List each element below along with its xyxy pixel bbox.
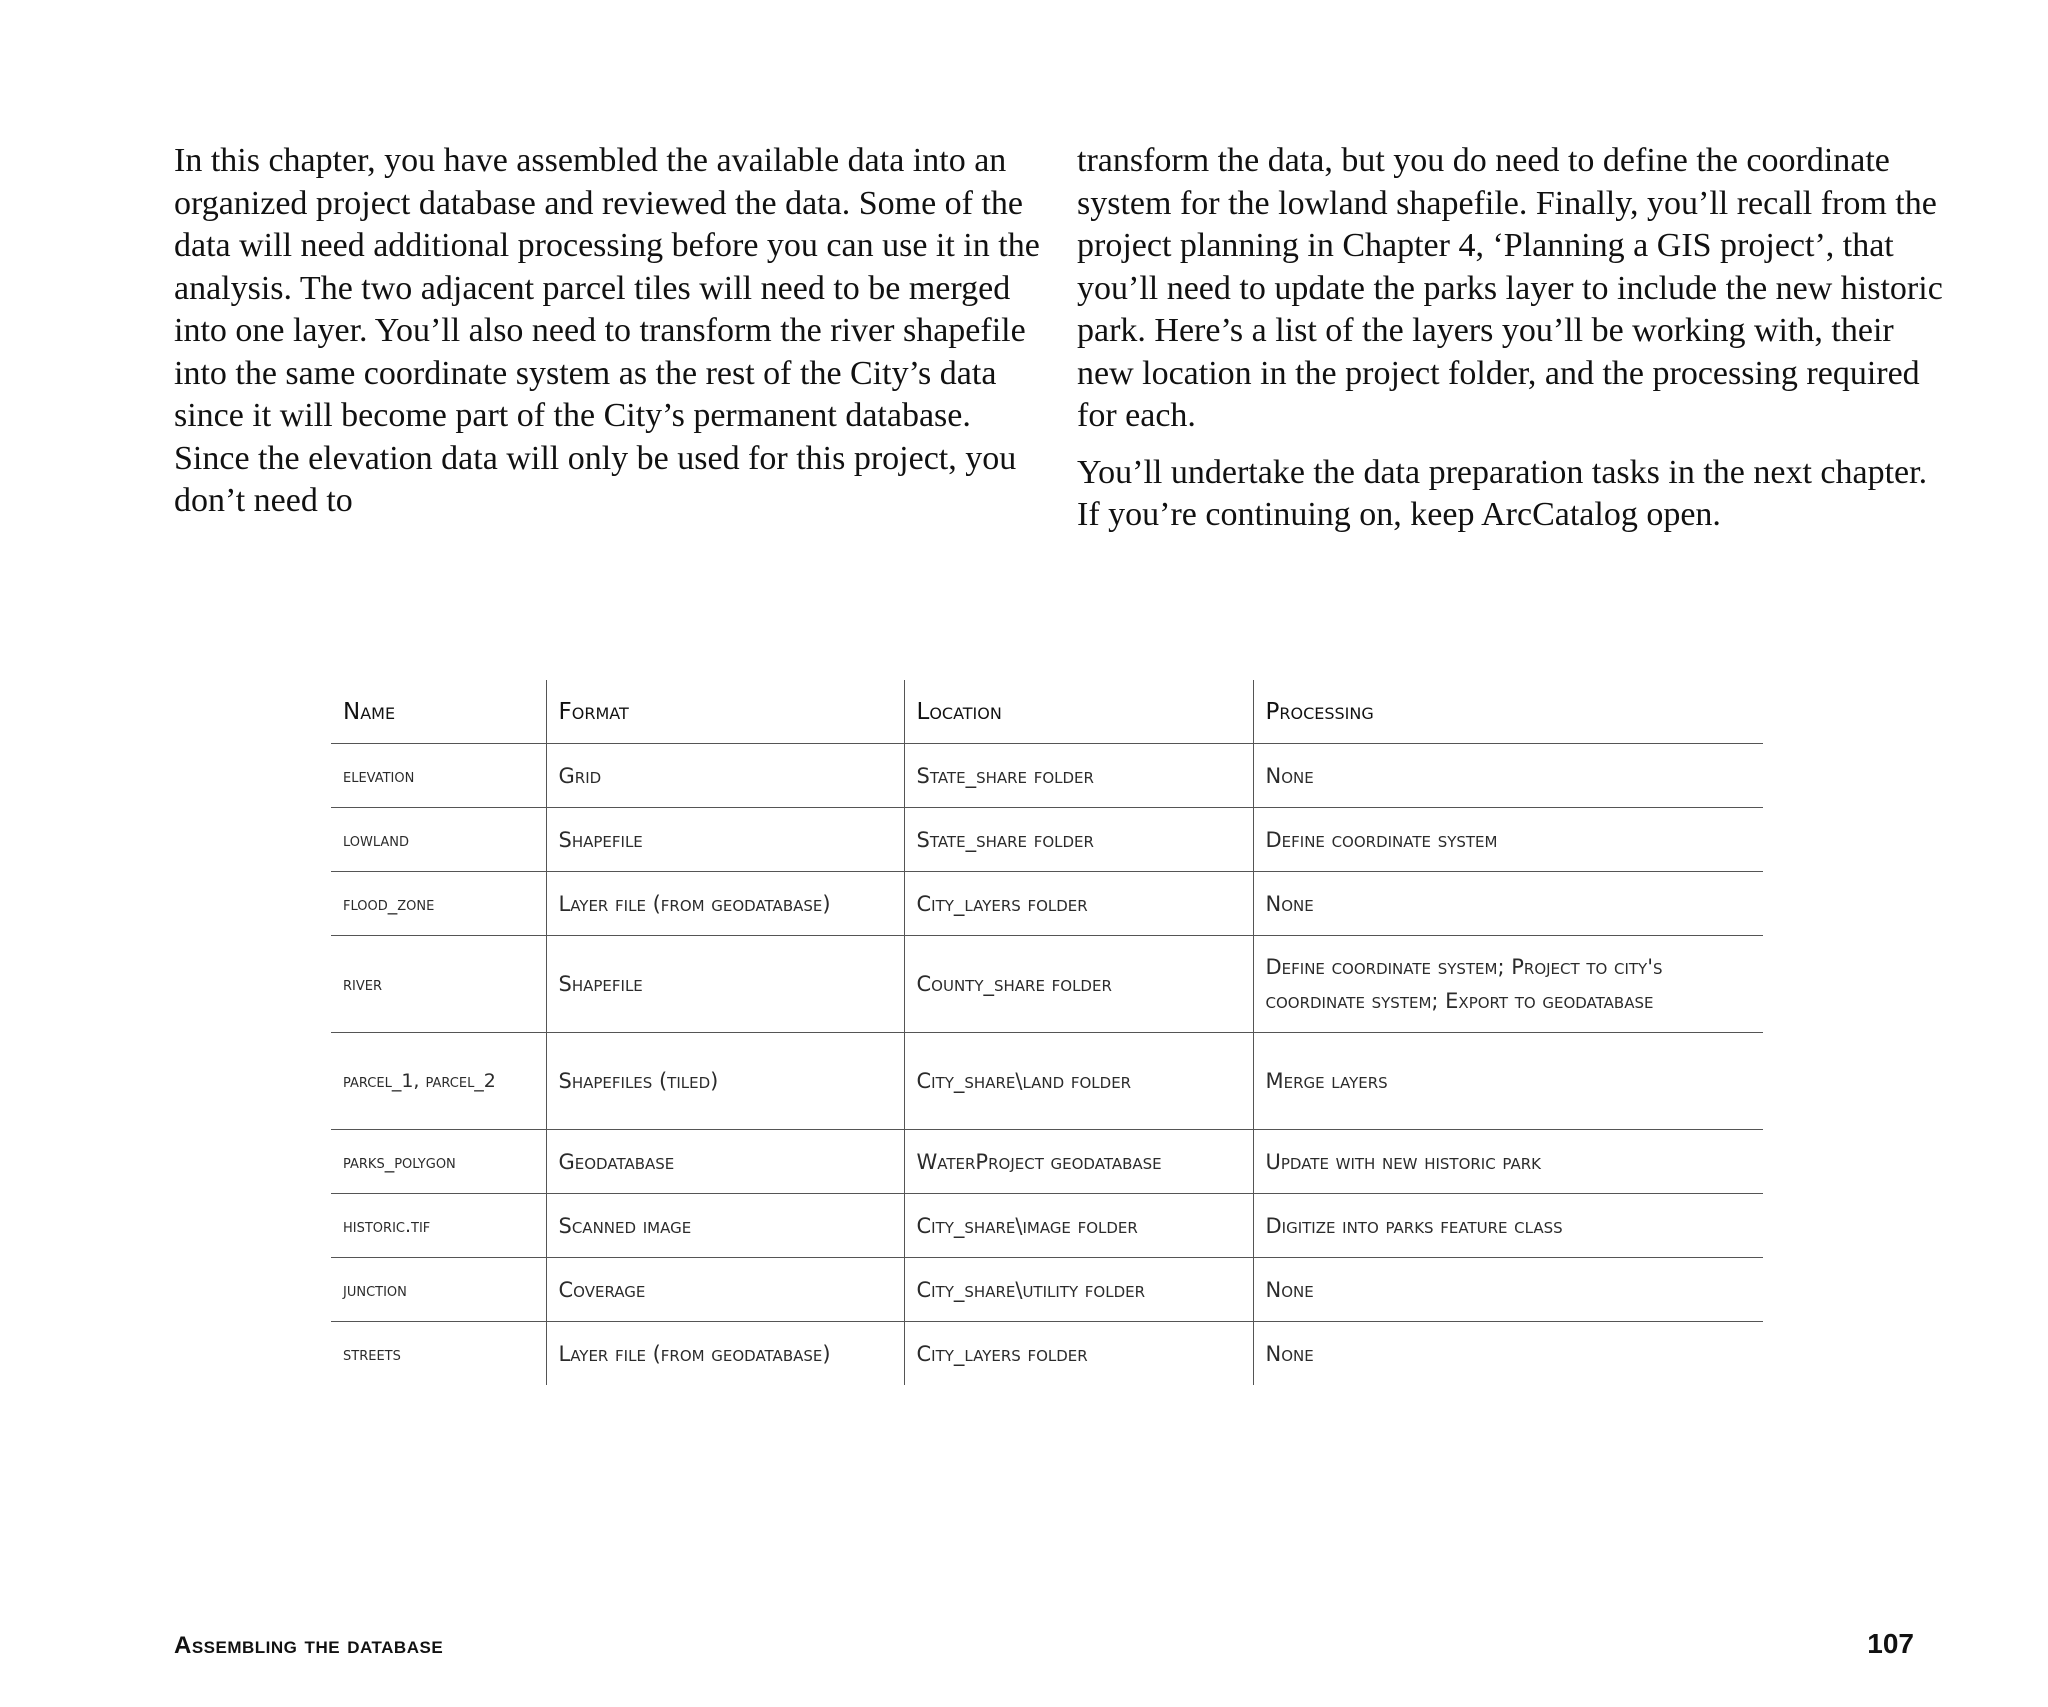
page-number: 107	[1867, 1628, 1914, 1659]
cell-name: historic.tif	[331, 1194, 546, 1258]
table-row	[331, 744, 1763, 808]
cell-processing: Update with new historic park	[1253, 1130, 1763, 1194]
table-row	[331, 1194, 1763, 1258]
table-row	[331, 808, 1763, 872]
cell-name: parcel_1, parcel_2	[331, 1033, 546, 1130]
body-paragraph: transform the data, but you do need to define the coordinate system for the lowland shapefile. Finally, you’ll recall from the project planning in Chapter 4, ‘Planning a GIS project’, that you’ll need to update the parks layer to include the new historic park. Here’s a list of the layers you’ll be working with, their new location in the project folder, and the processing required for each.	[1077, 142, 1943, 434]
cell-location: City_layers folder	[904, 872, 1253, 936]
cell-name: junction	[331, 1258, 546, 1322]
cell-processing: None	[1253, 744, 1763, 808]
cell-location: City_share\utility folder	[904, 1258, 1253, 1322]
header-name: Name	[331, 680, 546, 744]
text-column-right	[1077, 140, 1947, 537]
cell-processing: Define coordinate system; Project to city's coordinate system; Export to geodatabase	[1253, 936, 1763, 1033]
running-footer-section-title: Assembling the database	[174, 1632, 444, 1659]
cell-name: river	[331, 936, 546, 1033]
table-row	[331, 1322, 1763, 1386]
cell-format: Scanned image	[546, 1194, 904, 1258]
header-processing: Processing	[1253, 680, 1763, 744]
body-paragraph: In this chapter, you have assembled the available data into an organized project database and reviewed the data. Some of the data will need additional processing before you can use it in the analysis. The two adjacent parcel tiles will need to be merged into one layer. You’ll also need to transform the river shapefile into the same coordinate system as the rest of the City’s data since it will become part of the City’s permanent database. Since the elevation data will only be used for this project, you don’t need to	[174, 142, 1040, 519]
table-row	[331, 872, 1763, 936]
cell-location: City_layers folder	[904, 1322, 1253, 1386]
cell-name: flood_zone	[331, 872, 546, 936]
cell-processing: None	[1253, 1258, 1763, 1322]
header-location: Location	[904, 680, 1253, 744]
cell-location: County_share folder	[904, 936, 1253, 1033]
header-format: Format	[546, 680, 904, 744]
layers-table	[331, 680, 1763, 1385]
cell-location: WaterProject geodatabase	[904, 1130, 1253, 1194]
cell-format: Layer file (from geodatabase)	[546, 1322, 904, 1386]
table-row	[331, 1258, 1763, 1322]
cell-format: Shapefiles (tiled)	[546, 1033, 904, 1130]
cell-format: Shapefile	[546, 936, 904, 1033]
cell-format: Coverage	[546, 1258, 904, 1322]
cell-processing: None	[1253, 872, 1763, 936]
table-row	[331, 936, 1763, 1033]
cell-format: Shapefile	[546, 808, 904, 872]
body-paragraph: You’ll undertake the data preparation tasks in the next chapter. If you’re continuing on, keep ArcCatalog open.	[1077, 453, 1928, 533]
cell-name: streets	[343, 1342, 401, 1365]
text-column-left	[174, 140, 1044, 523]
cell-location: City_share\land folder	[904, 1033, 1253, 1130]
table-row	[331, 1130, 1763, 1194]
cell-processing: Digitize into parks feature class	[1253, 1194, 1763, 1258]
cell-name: lowland	[331, 808, 546, 872]
cell-processing: None	[1253, 1322, 1763, 1386]
cell-location: State_share folder	[904, 744, 1253, 808]
cell-name: elevation	[331, 744, 546, 808]
cell-processing: Merge layers	[1253, 1033, 1763, 1130]
cell-name: parks_polygon	[331, 1130, 546, 1194]
cell-format: Grid	[546, 744, 904, 808]
cell-processing: Define coordinate system	[1253, 808, 1763, 872]
cell-format: Layer file (from geodatabase)	[546, 872, 904, 936]
cell-location: City_share\image folder	[904, 1194, 1253, 1258]
cell-location: State_share folder	[904, 808, 1253, 872]
table-row	[331, 1033, 1763, 1130]
table-header-row	[331, 680, 1763, 744]
cell-format: Geodatabase	[546, 1130, 904, 1194]
